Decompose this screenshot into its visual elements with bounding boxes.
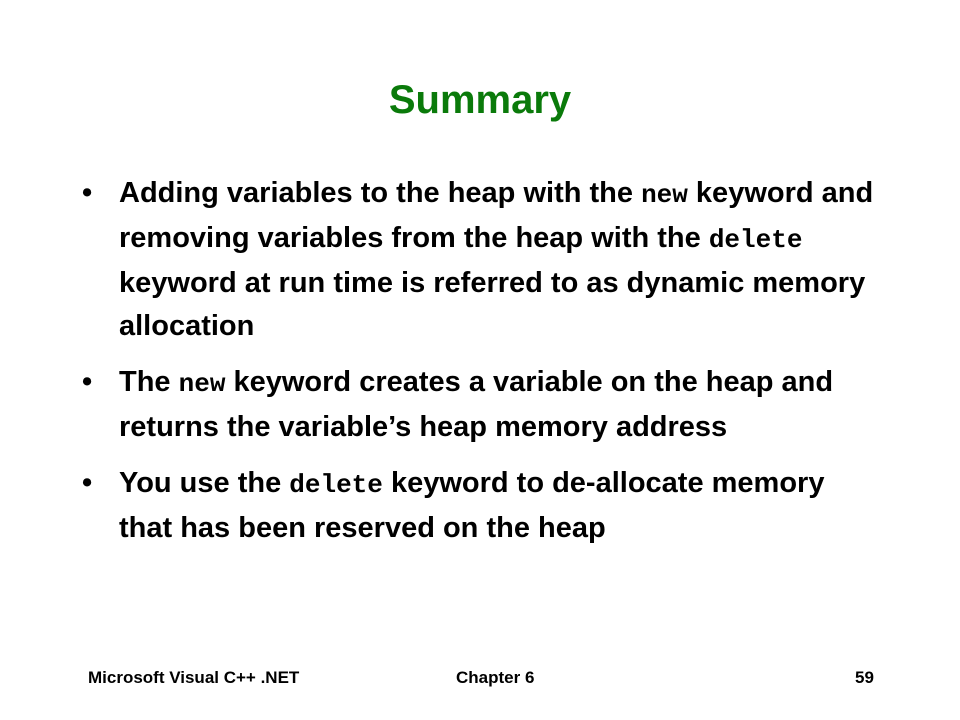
slide-title: Summary bbox=[388, 78, 572, 122]
bullet-text: You use the bbox=[119, 467, 290, 499]
keyword-delete: delete bbox=[708, 225, 803, 255]
bullet-dot-icon: • bbox=[82, 467, 93, 499]
bullet-item bbox=[82, 361, 882, 449]
footer-course-title: Microsoft Visual C++ .NET bbox=[88, 668, 300, 687]
bullet-list bbox=[82, 172, 882, 563]
bullet-item bbox=[82, 462, 882, 550]
keyword-new: new bbox=[641, 180, 688, 210]
bullet-text: keyword creates a variable on the heap and returns the variable’s heap memory address bbox=[119, 366, 834, 443]
bullet-text: keyword to de-allocate memory that has been reserved on the heap bbox=[119, 467, 825, 544]
bullet-dot-icon: • bbox=[82, 366, 93, 398]
bullet-text: keyword at run time is referred to as dynamic memory allocation bbox=[119, 267, 866, 342]
bullet-text: keyword and removing variables from the heap with the bbox=[119, 177, 874, 254]
bullet-item bbox=[82, 172, 882, 348]
footer-chapter: Chapter 6 bbox=[456, 668, 535, 687]
keyword-delete: delete bbox=[289, 470, 383, 500]
bullet-text: Adding variables to the heap with the bbox=[119, 177, 642, 209]
bullet-text: The bbox=[119, 366, 179, 398]
footer-page-number: 59 bbox=[855, 668, 874, 687]
keyword-new: new bbox=[178, 369, 226, 399]
bullet-dot-icon: • bbox=[82, 177, 93, 209]
